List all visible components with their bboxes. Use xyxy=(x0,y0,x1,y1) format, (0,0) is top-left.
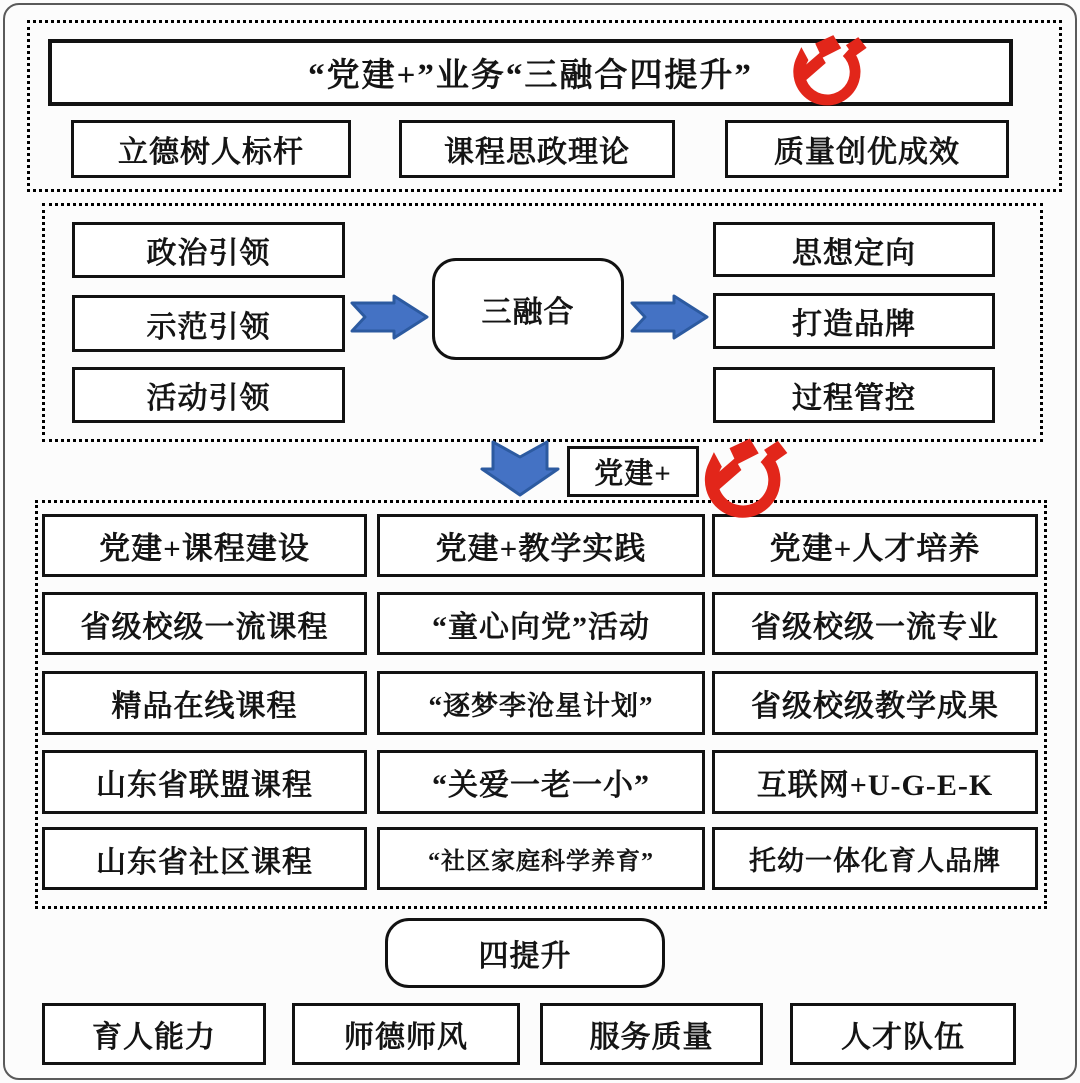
fusion-left-2: 示范引领 xyxy=(72,295,345,352)
matrix-cell-r5-c3: 托幼一体化育人品牌 xyxy=(712,827,1038,890)
connector-label-box: 党建+ xyxy=(567,446,699,497)
fusion-center: 三融合 xyxy=(432,258,624,360)
section-matrix xyxy=(35,500,1047,909)
matrix-cell-r2-c2: “童心向党”活动 xyxy=(377,592,705,655)
header-pillar-2: 课程思政理论 xyxy=(399,120,675,178)
fusion-left-1: 政治引领 xyxy=(72,222,345,278)
matrix-cell-r1-c3: 党建+人才培养 xyxy=(712,514,1038,577)
fusion-right-2: 打造品牌 xyxy=(713,293,995,349)
footer-item-4: 人才队伍 xyxy=(790,1003,1016,1065)
header-pillar-3: 质量创优成效 xyxy=(725,120,1009,178)
matrix-cell-r4-c2: “关爱一老一小” xyxy=(377,750,705,814)
matrix-cell-r1-c2: 党建+教学实践 xyxy=(377,514,705,577)
section-header xyxy=(27,20,1062,192)
matrix-cell-r3-c3: 省级校级教学成果 xyxy=(712,671,1038,735)
header-pillar-1: 立德树人标杆 xyxy=(71,120,351,178)
fusion-right-1: 思想定向 xyxy=(713,222,995,277)
matrix-cell-r3-c1: 精品在线课程 xyxy=(42,671,367,735)
matrix-cell-r1-c1: 党建+课程建设 xyxy=(42,514,367,577)
matrix-cell-r2-c3: 省级校级一流专业 xyxy=(712,592,1038,655)
footer-item-2: 师德师风 xyxy=(292,1003,520,1065)
footer-item-1: 育人能力 xyxy=(42,1003,266,1065)
matrix-cell-r2-c1: 省级校级一流课程 xyxy=(42,592,367,655)
footer-item-3: 服务质量 xyxy=(540,1003,763,1065)
matrix-cell-r5-c1: 山东省社区课程 xyxy=(42,827,367,890)
matrix-cell-r4-c1: 山东省联盟课程 xyxy=(42,750,367,814)
party-emblem-icon xyxy=(786,31,872,111)
party-emblem-icon xyxy=(698,434,792,524)
matrix-cell-r3-c2: “逐梦李沧星计划” xyxy=(377,671,705,735)
matrix-cell-r5-c2: “社区家庭科学养育” xyxy=(377,827,705,890)
fusion-left-3: 活动引领 xyxy=(72,367,345,423)
fusion-right-3: 过程管控 xyxy=(713,367,995,423)
down-arrow-icon xyxy=(480,440,560,497)
section-three-fusions xyxy=(42,203,1043,442)
matrix-cell-r4-c3: 互联网+U-G-E-K xyxy=(712,750,1038,814)
right-arrow-icon xyxy=(350,293,430,341)
footer-center-box: 四提升 xyxy=(385,918,665,988)
right-arrow-icon xyxy=(630,293,710,341)
diagram-title: “党建+”业务“三融合四提升” xyxy=(48,39,1013,106)
